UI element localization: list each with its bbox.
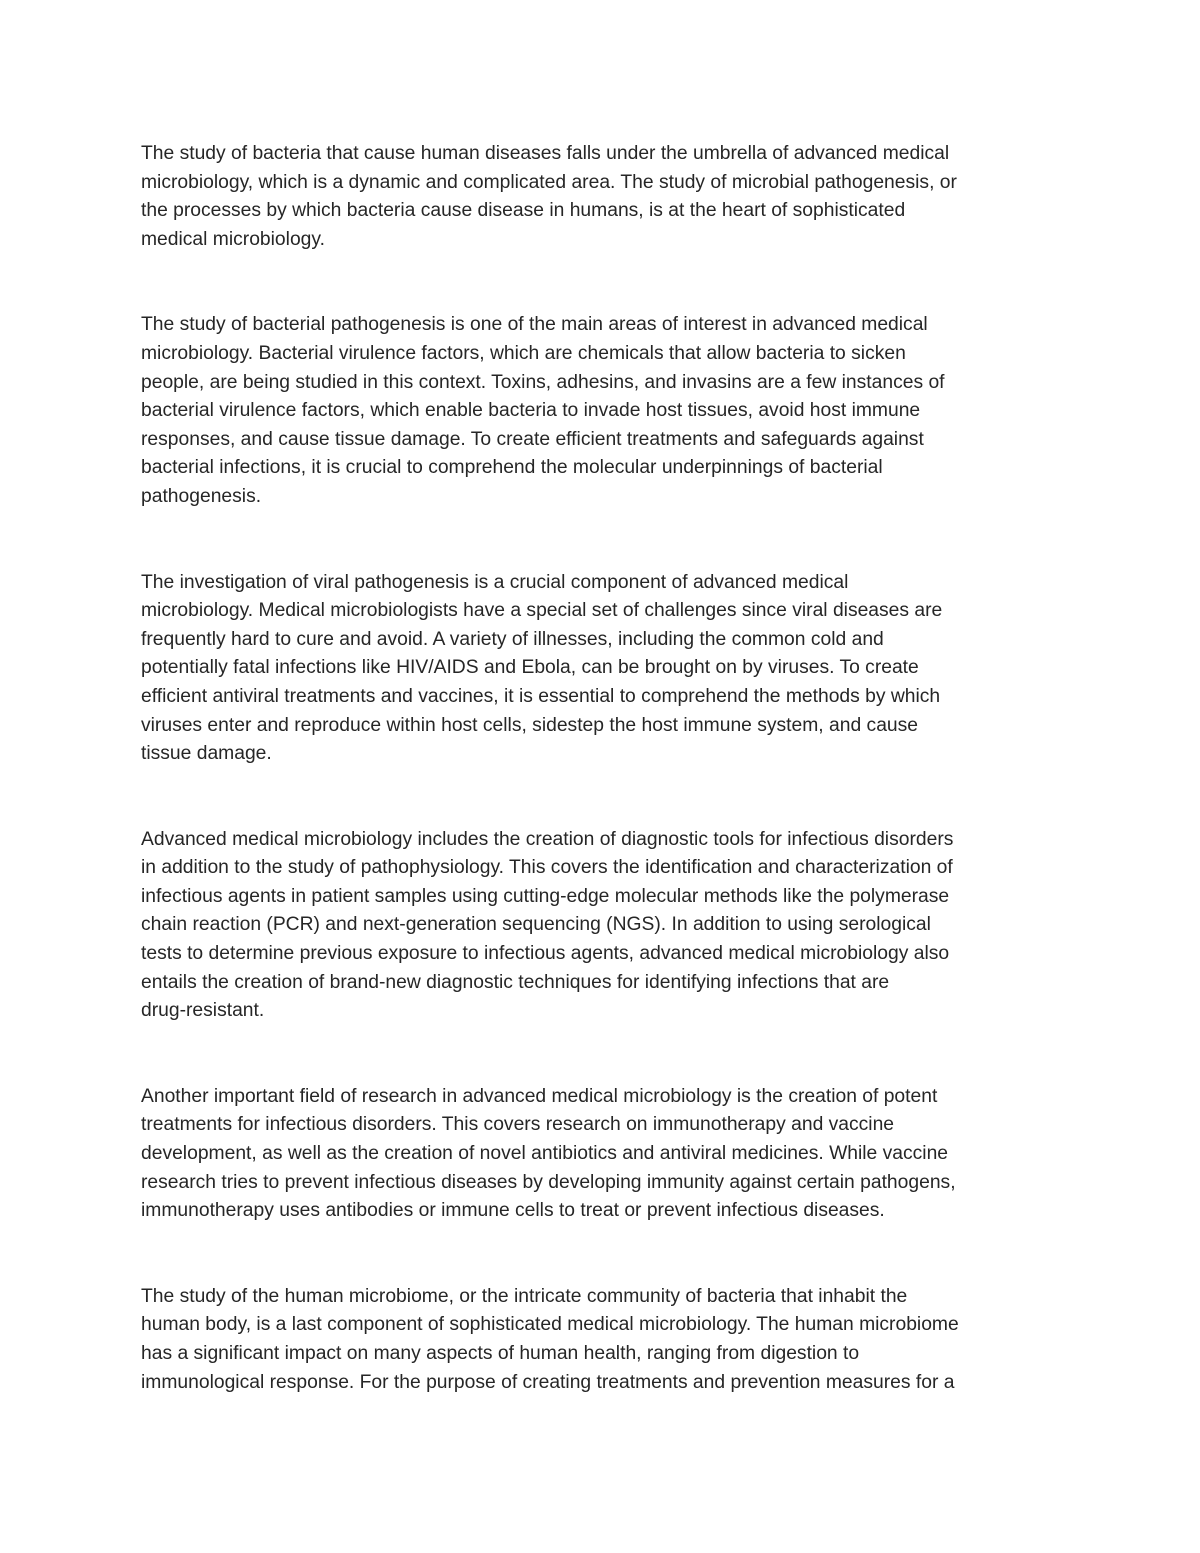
paragraph-treatments: Another important field of research in advanced medical microbiology is the creation of potent treatments for infectious disorders. This covers research on immunotherapy and vaccine development, as well as the creation of novel antibiotics and antiviral medicines. While vaccine research tries to prevent infectious diseases by developing immunity against certain pathogens, immunotherapy uses antibodies or immune cells to treat or prevent infectious diseases. <box>141 1085 956 1222</box>
paragraph-microbiome: The study of the human microbiome, or the intricate community of bacteria that inhabit the human body, is a last component of sophisticated medical microbiology. The human microbiome has a significant impact on many aspects of human health, ranging from digestion to immunological response. For the purpose of creating treatments and prevention measures for a <box>141 1285 959 1393</box>
paragraph-intro: The study of bacteria that cause human diseases falls under the umbrella of advanced medical microbiology, which is a dynamic and complicated area. The study of microbial pathogenesis, or the processes by which bacteria cause disease in humans, is at the heart of sophisticated medical microbiology. <box>141 143 957 250</box>
paragraph-spacer <box>141 512 1071 569</box>
paragraph-spacer <box>141 1226 1071 1283</box>
paragraph-diagnostics: Advanced medical microbiology includes the creation of diagnostic tools for infectious disorders in addition to the study of pathophysiology. This covers the identification and characterization of infectious agents in patient samples using cutting-edge molecular methods like the polymerase chain reaction (PCR) and next-generation sequencing (NGS). In addition to using serological tests to determine previous exposure to infectious agents, advanced medical microbiology also entails the creation of brand-new diagnostic techniques for identifying infections that are drug-resistant. <box>141 828 954 1022</box>
paragraph-spacer <box>141 254 1071 311</box>
paragraph-spacer <box>141 769 1071 826</box>
document-body <box>141 140 1071 1397</box>
paragraph-viral-pathogenesis: The investigation of viral pathogenesis is a crucial component of advanced medical microbiology. Medical microbiologists have a special set of challenges since viral diseases are frequently hard to cure and avoid. A variety of illnesses, including the common cold and potentially fatal infections like HIV/AIDS and Ebola, can be brought on by viruses. To create efficient antiviral treatments and vaccines, it is essential to comprehend the methods by which viruses enter and reproduce within host cells, sidestep the host immune system, and cause tissue damage. <box>141 571 943 765</box>
paragraph-spacer <box>141 1026 1071 1083</box>
paragraph-bacterial-pathogenesis: The study of bacterial pathogenesis is one of the main areas of interest in advanced medical microbiology. Bacterial virulence factors, which are chemicals that allow bacteria to sicken people, are being studied in this context. Toxins, adhesins, and invasins are a few instances of bacterial virulence factors, which enable bacteria to invade host tissues, avoid host immune responses, and cause tissue damage. To create efficient treatments and safeguards against bacterial infections, it is crucial to comprehend the molecular underpinnings of bacterial pathogenesis. <box>141 314 945 507</box>
